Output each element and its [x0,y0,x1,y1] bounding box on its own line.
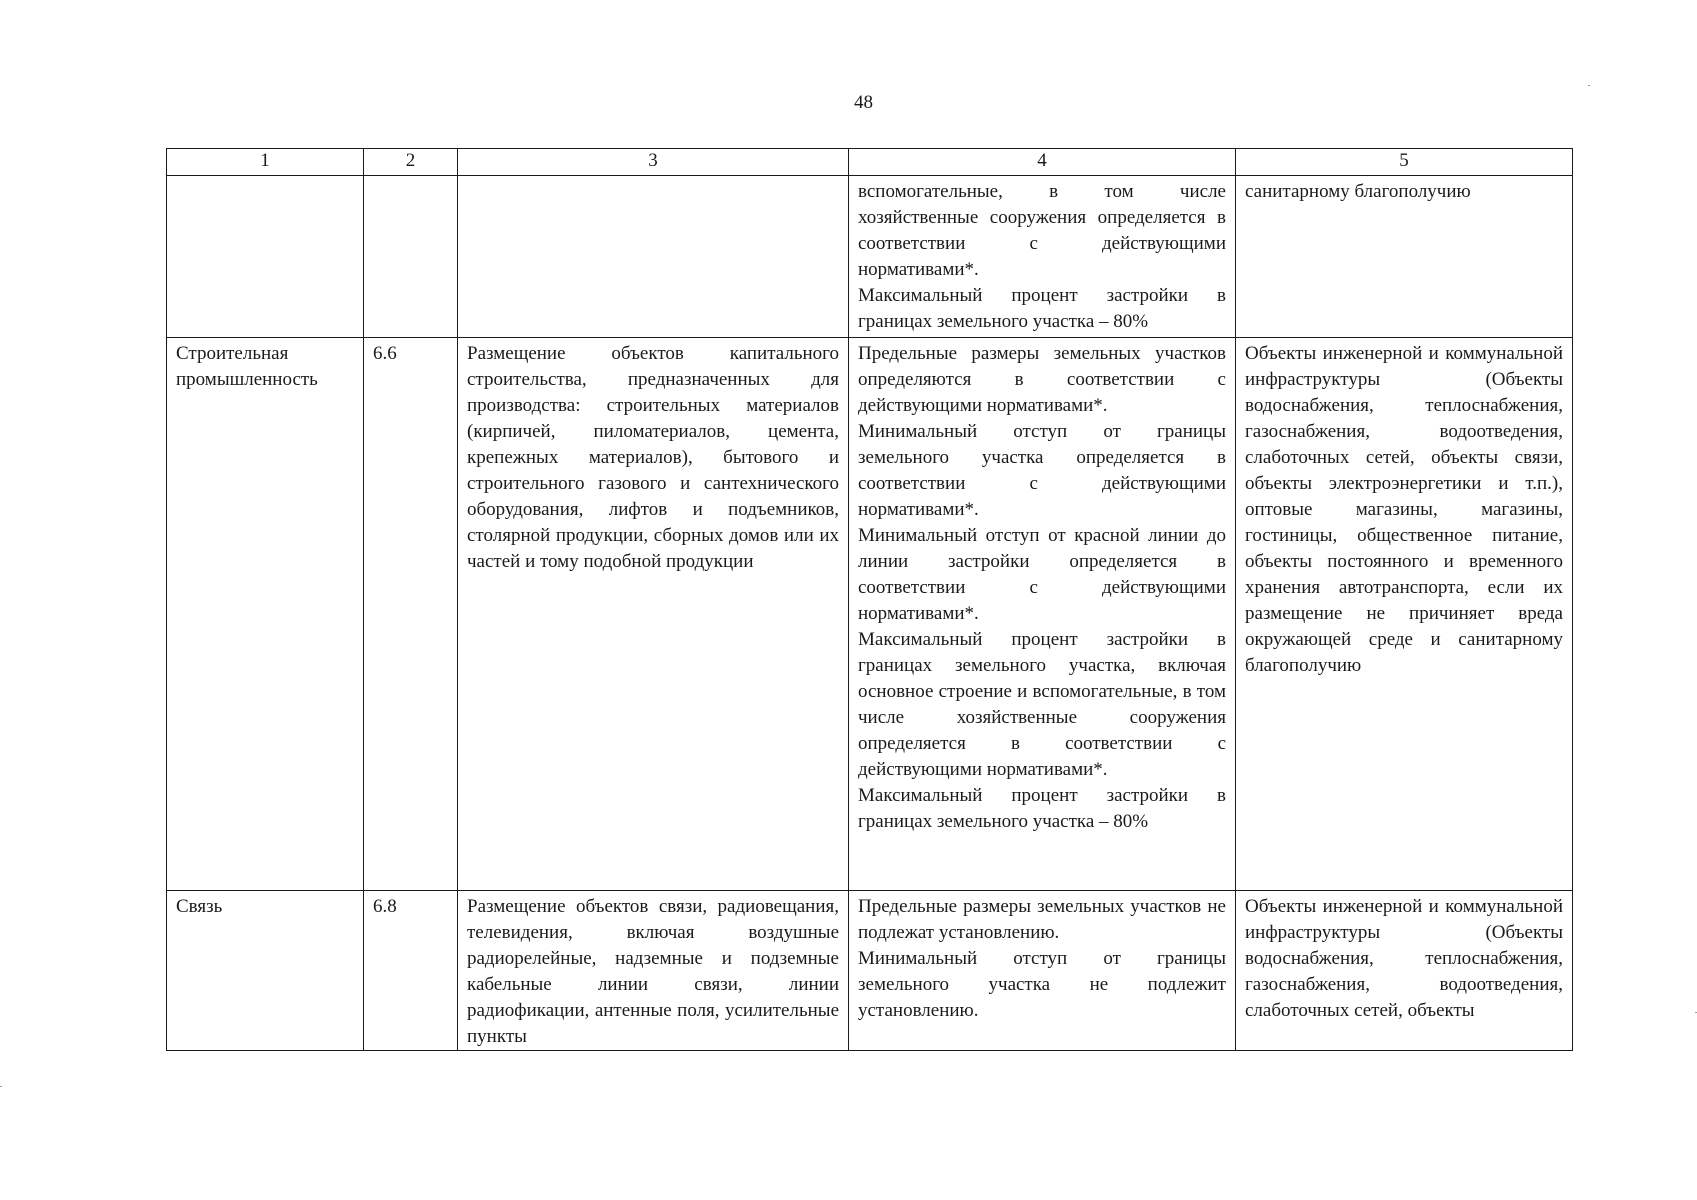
cell-use-description: Размещение объектов капитального строительства, предназначенных для производства: строительных материалов (кирпичей, пиломатериалов, цемента, крепежных материалов), бытового и строительного газового и сантехнического оборудования, лифтов и подъемников, столярной продукции, сборных домов или их частей и тому подобной продукции [458,338,849,891]
scan-speck [0,1086,2,1087]
parameter-text: Минимальный отступ от красной линии до линии застройки определяется в соответствии с действующими нормативами*. [858,525,1226,624]
parameter-text: Минимальный отступ от границы земельного участка не подлежит установлению. [858,948,1226,1021]
cell-allowed-uses: санитарному благополучию [1236,176,1573,338]
cell-use-code: 6.6 [364,338,458,891]
cell-parameters [849,176,1236,338]
header-row [167,149,1573,176]
column-header-4: 4 [849,149,1236,176]
column-header-3: 3 [458,149,849,176]
column-header-2: 2 [364,149,458,176]
parameter-text: Максимальный процент застройки в границах земельного участка, включая основное строение и вспомогательные, в том числе хозяйственные сооружения определяется в соответствии с действующими нормативами*. [858,629,1226,780]
table-row-construction-industry [167,338,1573,891]
parameter-text: вспомогательные, в том числе хозяйственные сооружения определяется в соответствии с действующими нормативами*. [858,181,1226,280]
parameter-text: Предельные размеры земельных участков определяются в соответствии с действующими нормативами*. [858,343,1226,416]
table-row-continuation [167,176,1573,338]
cell-use-name: Строительная промышленность [167,338,364,891]
table-row-communications [167,891,1573,1051]
parameter-text: Предельные размеры земельных участков не подлежат установлению. [858,896,1226,943]
land-use-table [166,148,1573,1051]
scan-speck [1588,85,1590,86]
table-header [167,149,1573,176]
cell-parameters [849,338,1236,891]
cell-use-name [167,176,364,338]
cell-use-description: Размещение объектов связи, радиовещания, телевидения, включая воздушные радиорелейные, надземные и подземные кабельные линии связи, линии радиофикации, антенные поля, усилительные пункты [458,891,849,1051]
parameter-text: Минимальный отступ от границы земельного участка определяется в соответствии с действующими нормативами*. [858,421,1226,520]
cell-use-description [458,176,849,338]
parameter-text: Максимальный процент застройки в границах земельного участка – 80% [858,285,1226,332]
column-header-1: 1 [167,149,364,176]
cell-use-code [364,176,458,338]
cell-use-code: 6.8 [364,891,458,1051]
page-number: 48 [854,92,873,113]
parameter-text: Максимальный процент застройки в границах земельного участка – 80% [858,785,1226,832]
cell-allowed-uses: Объекты инженерной и коммунальной инфраструктуры (Объекты водоснабжения, теплоснабжения, газоснабжения, водоотведения, слаботочных сетей, объекты связи, объекты электроэнергетики и т.п.), оптовые магазины, магазины, гостиницы, общественное питание, объекты постоянного и временного хранения автотранспорта, если их размещение не причиняет вреда окружающей среде и санитарному благополучию [1236,338,1573,891]
cell-allowed-uses: Объекты инженерной и коммунальной инфраструктуры (Объекты водоснабжения, теплоснабжения, газоснабжения, водоотведения, слаботочных сетей, объекты [1236,891,1573,1051]
column-header-5: 5 [1236,149,1573,176]
cell-use-name: Связь [167,891,364,1051]
cell-parameters [849,891,1236,1051]
